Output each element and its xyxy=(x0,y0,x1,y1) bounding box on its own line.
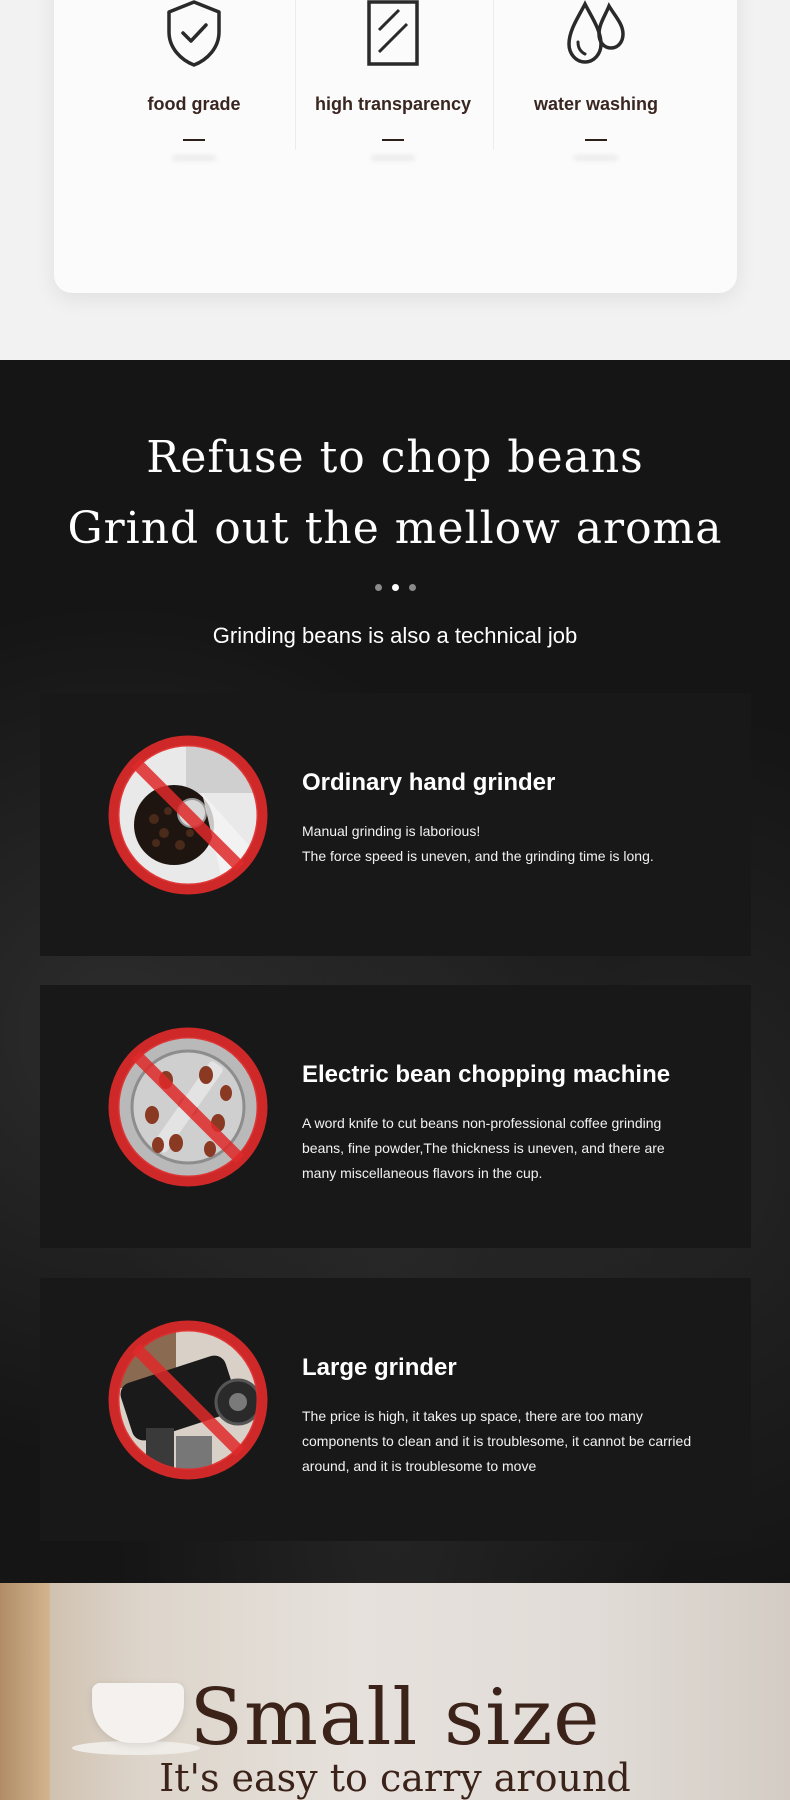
feature-water-washing xyxy=(496,0,696,170)
feature-divider xyxy=(382,139,404,141)
feature-shadow xyxy=(172,155,216,161)
carousel-dot[interactable] xyxy=(375,584,382,591)
feature-shadow xyxy=(574,155,618,161)
card-title: Ordinary hand grinder xyxy=(302,769,556,796)
feature-label: food grade xyxy=(147,94,241,114)
comparison-card-large-grinder xyxy=(40,1278,751,1541)
no-blade-chopper-icon xyxy=(106,1025,270,1189)
feature-shadow xyxy=(371,155,415,161)
features-card xyxy=(54,0,737,293)
features-section xyxy=(0,0,790,360)
banner-subtitle: It's easy to carry around xyxy=(159,1756,631,1800)
shield-check-icon xyxy=(163,0,225,73)
feature-divider xyxy=(585,139,607,141)
glass-pane-icon xyxy=(365,0,421,73)
feature-label: high transparency xyxy=(314,94,472,114)
card-title: Electric bean chopping machine xyxy=(302,1061,671,1088)
comparison-section xyxy=(0,360,790,1583)
carousel-indicator xyxy=(0,578,790,596)
feature-label: water washing xyxy=(533,94,659,114)
carousel-dot[interactable] xyxy=(409,584,416,591)
section-subtitle: Grinding beans is also a technical job xyxy=(212,623,578,648)
feature-high-transparency xyxy=(293,0,493,170)
card-text-line: The price is high, it takes up space, there are too many components to clean and it is troublesome, it cannot be carried around, and it is troublesome to move xyxy=(302,1408,692,1474)
card-description xyxy=(302,1111,702,1186)
card-text-line: A word knife to cut beans non-professional coffee grinding beans, fine powder,The thickness is uneven, and there are many miscellaneous flavors in the cup. xyxy=(302,1115,665,1181)
carousel-dot-active[interactable] xyxy=(392,584,399,591)
banner-title: Small size xyxy=(189,1673,601,1763)
feature-food-grade xyxy=(94,0,294,170)
comparison-card-electric-chopper xyxy=(40,985,751,1248)
card-title: Large grinder xyxy=(302,1354,457,1381)
column-divider xyxy=(493,0,494,150)
feature-divider xyxy=(183,139,205,141)
card-text-line: Manual grinding is laborious! xyxy=(302,823,481,839)
card-description xyxy=(302,819,702,869)
headline-line-2: Grind out the mellow aroma xyxy=(67,503,723,554)
card-description xyxy=(302,1404,702,1479)
no-hand-grinder-icon xyxy=(106,733,270,897)
small-size-banner xyxy=(0,1583,790,1800)
headline-line-1: Refuse to chop beans xyxy=(146,432,644,483)
no-large-grinder-icon xyxy=(106,1318,270,1482)
comparison-card-hand-grinder xyxy=(40,693,751,956)
water-drops-icon xyxy=(563,0,629,73)
card-text-line: The force speed is uneven, and the grinding time is long. xyxy=(302,848,654,864)
